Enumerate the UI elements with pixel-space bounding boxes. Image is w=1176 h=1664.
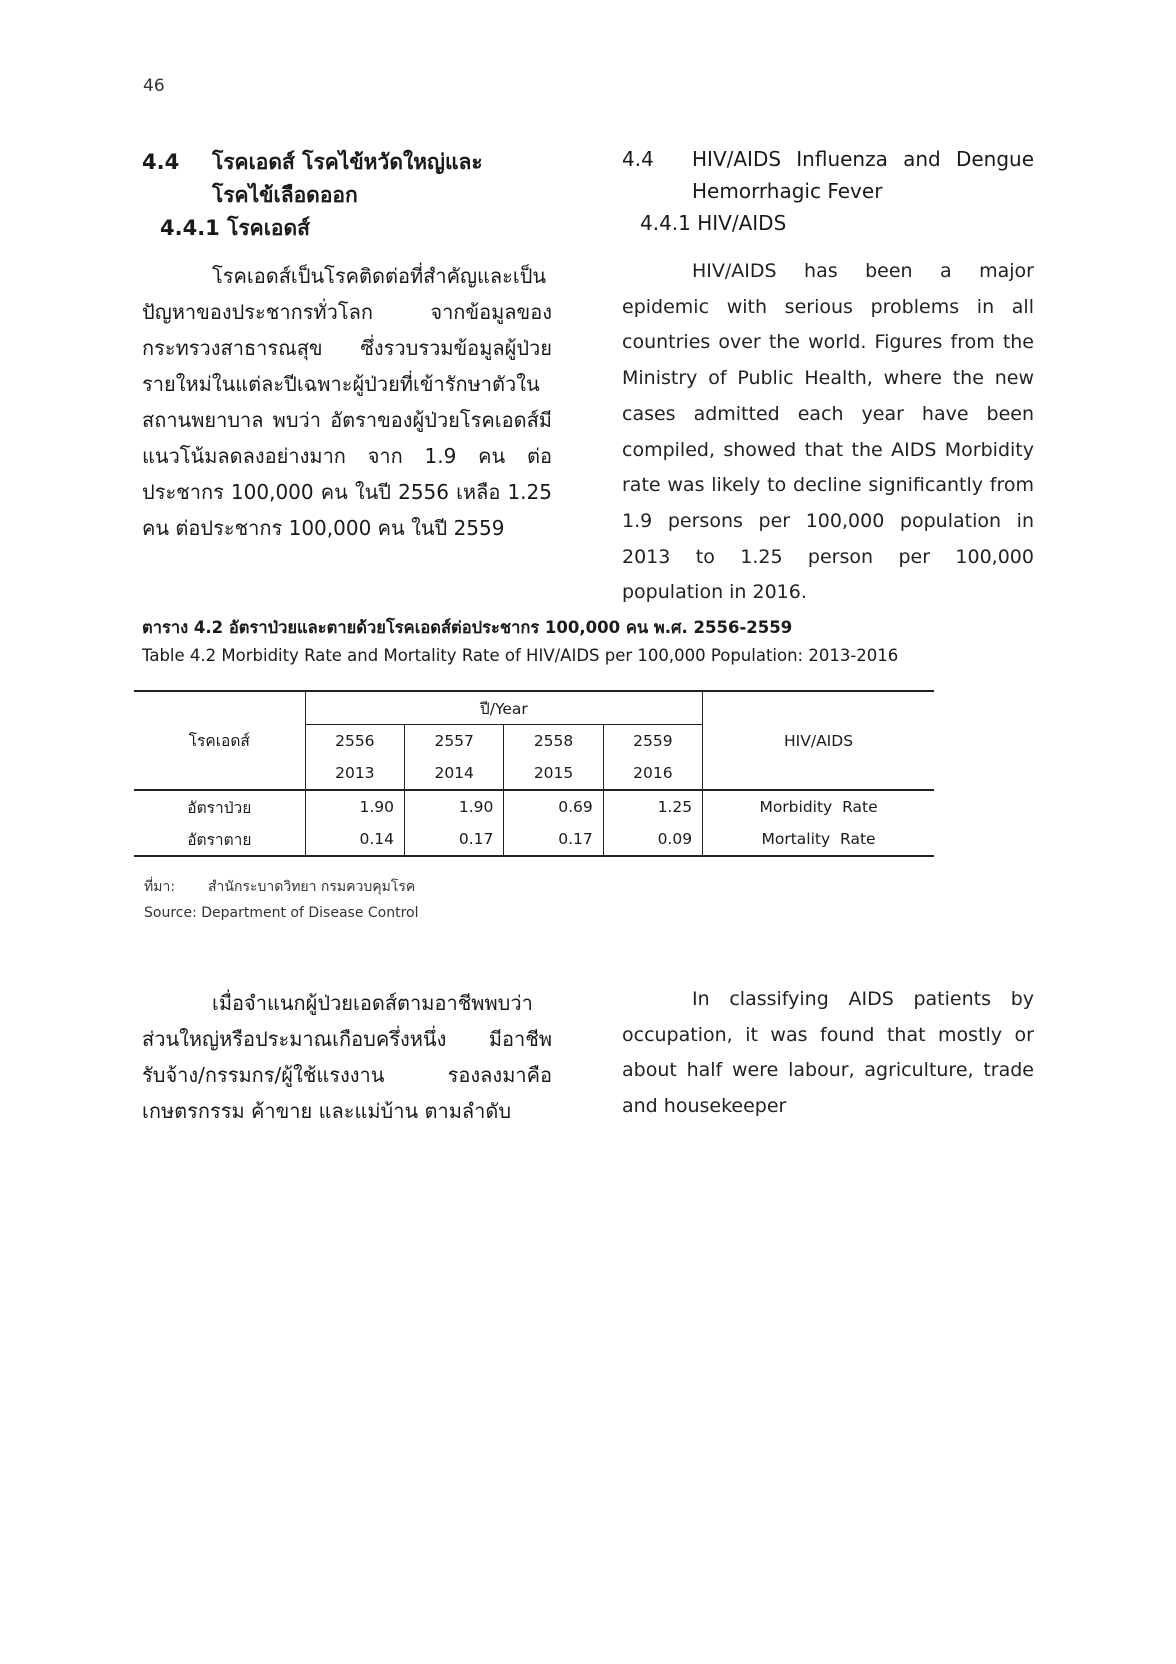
thai-paragraph-1: โรคเอดส์เป็นโรคติดต่อที่สำคัญและเป็นปัญหาของประชากรทั่วโลก จากข้อมูลของกระทรวงสาธารณสุข ซึ่งรวบรวมข้อมูลผู้ป่วยรายใหม่ในแต่ละปีเฉพาะผู้ป่วยที่เข้ารักษาตัวในสถานพยาบาล พบว่า อัตราของผู้ป่วยโรคเอดส์มีแนวโน้มลดลงอย่างมาก จาก 1.9 คน ต่อประชากร 100,000 คน ในปี 2556 เหลือ 1.25 คน ต่อประชากร 100,000 คน ในปี 2559 [142, 264, 552, 540]
table-year-en: 2016 [603, 757, 702, 790]
table-year-th: 2556 [305, 725, 404, 758]
english-subheading: 4.4.1 HIV/AIDS [640, 211, 787, 235]
thai-subheading: 4.4.1 โรคเอดส์ [160, 216, 310, 240]
table-cell: 0.69 [504, 790, 603, 823]
thai-heading-line-1: โรคเอดส์ โรคไข้หวัดใหญ่และ [212, 150, 483, 174]
table-cell: 1.25 [603, 790, 702, 823]
row-label-en: Mortality Rate [703, 823, 934, 856]
english-heading-line-2: Hemorrhagic Fever [692, 179, 883, 203]
table-caption [142, 614, 1042, 670]
english-paragraph-1: HIV/AIDS has been a major epidemic with serious problems in all countries over the world. Figures from the Ministry of Public Health, where the new cases admitted each year have been compiled, showed that the AIDS Morbidity rate was likely to decline significantly from 1.9 persons per 100,000 population in 2013 to 1.25 person per 100,000 population in 2016. [622, 260, 1034, 604]
row-label-en: Morbidity Rate [759, 798, 878, 816]
thai-heading-line-2: โรคไข้เลือดออก [212, 183, 358, 207]
thai-paragraph-2: เมื่อจำแนกผู้ป่วยเอดส์ตามอาชีพพบว่าส่วนใหญ่หรือประมาณเกือบครึ่งหนึ่ง มีอาชีพรับจ้าง/กรรมกร/ผู้ใช้แรงงาน รองลงมาคือเกษตรกรรม ค้าขาย และแม่บ้าน ตามลำดับ [142, 991, 552, 1123]
source-text-th: สำนักระบาดวิทยา กรมควบคุมโรค [208, 879, 416, 895]
table-year-th: 2558 [504, 725, 603, 758]
row-label-th: อัตราตาย [134, 823, 305, 856]
table-cell: 0.17 [504, 823, 603, 856]
page-number: 46 [143, 76, 165, 96]
english-heading-number: 4.4 [622, 147, 654, 171]
table-row [134, 823, 934, 856]
table-caption-thai: ตาราง 4.2 อัตราป่วยและตายด้วยโรคเอดส์ต่อประชากร 100,000 คน พ.ศ. 2556-2559 [142, 618, 793, 637]
table-cell: 1.90 [405, 790, 504, 823]
row-label-th: อัตราป่วย [187, 798, 252, 817]
table-year-th: 2557 [405, 725, 504, 758]
source-label-th: ที่มา: [144, 879, 176, 895]
table-year-th: 2559 [603, 725, 702, 758]
thai-heading [142, 146, 552, 245]
table-cell: 1.90 [305, 790, 404, 823]
table-year-en: 2013 [305, 757, 404, 790]
table-cell: 0.09 [603, 823, 702, 856]
table-cell: 0.17 [405, 823, 504, 856]
data-table [134, 690, 934, 857]
english-heading-line-1: HIV/AIDS Influenza and Dengue [692, 147, 1034, 171]
table-caption-english: Table 4.2 Morbidity Rate and Mortality Rate of HIV/AIDS per 100,000 Population: 2013-2016 [142, 646, 899, 665]
table-source [144, 874, 418, 926]
english-paragraph-2: In classifying AIDS patients by occupation, it was found that mostly or about half were labour, agriculture, trade and housekeeper [622, 988, 1034, 1118]
source-text-en: Source: Department of Disease Control [144, 905, 419, 921]
table-year-en: 2014 [405, 757, 504, 790]
table-row [134, 790, 934, 823]
thai-heading-number: 4.4 [142, 150, 180, 174]
table-header-disease-th: โรคเอดส์ [134, 691, 305, 790]
table-header-disease-en: HIV/AIDS [703, 691, 934, 790]
table-year-en: 2015 [504, 757, 603, 790]
table-cell: 0.14 [305, 823, 404, 856]
english-heading [622, 143, 1034, 239]
table-header-year: ปี/Year [305, 691, 702, 725]
